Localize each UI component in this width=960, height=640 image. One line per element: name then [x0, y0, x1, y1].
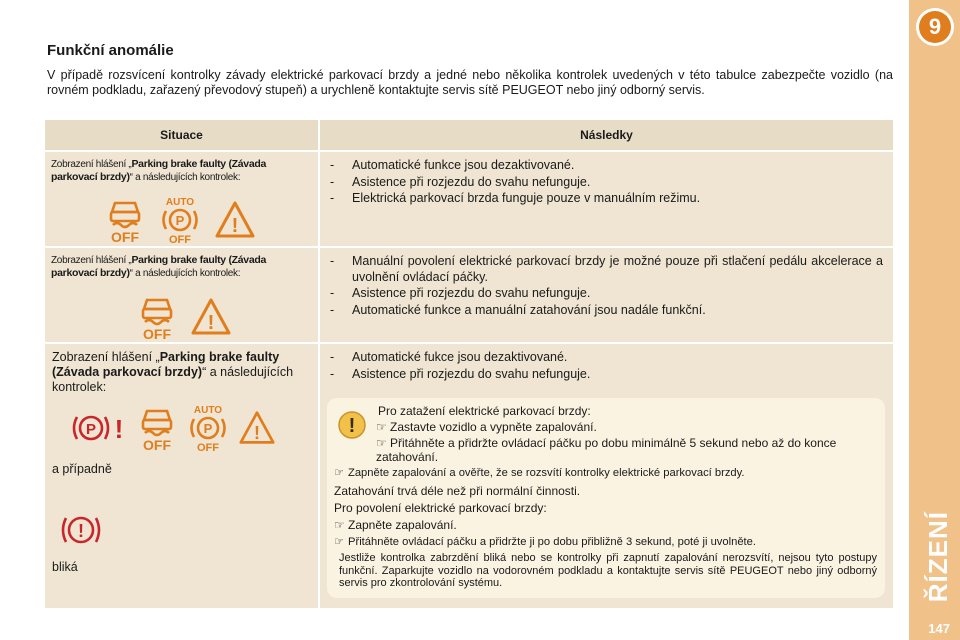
column-header-consequences: Následky — [320, 120, 893, 150]
and-possibly-label: a případně — [52, 462, 112, 476]
list-item: - Asistence při rozjezdu do svahu nefunguje. — [330, 367, 883, 383]
svg-text:AUTO: AUTO — [165, 197, 195, 208]
esp-off-icon — [137, 294, 177, 340]
brake-applied-icon — [61, 510, 101, 550]
svg-text:P: P — [175, 213, 185, 228]
svg-text:!: ! — [78, 521, 84, 541]
parking-brake-fault-icon — [69, 408, 125, 448]
column-header-situation: Situace — [45, 120, 318, 150]
intro-paragraph: V případě rozsvícení kontrolky závady elektrické parkovací brzdy a jedné nebo několika kontrolek uvedených v této tabulce zabezpečte vozidlo (na rovném podkladu, zařazený převodový stupeň) a urychleně kontaktujte servis sítě PEUGEOT nebo jiný odborný servis. — [47, 68, 893, 97]
pointer-icon: ☞ — [376, 420, 387, 434]
svg-text:OFF: OFF — [143, 437, 171, 451]
page-number: 147 — [928, 621, 950, 636]
chapter-badge — [916, 8, 954, 46]
release-step-2: ☞ Přitáhněte ovládací páčku a přidržte ji po dobu přibližně 3 sekund, poté ji uvolněte. — [334, 536, 756, 548]
svg-text:OFF: OFF — [111, 229, 139, 243]
list-item: - Asistence při rozjezdu do svahu nefunguje. — [330, 175, 883, 191]
warning-triangle-icon — [191, 297, 231, 337]
chapter-number: 9 — [919, 11, 951, 43]
situation-cell-1 — [45, 152, 318, 246]
pointer-icon: ☞ — [334, 467, 345, 479]
svg-text:P: P — [203, 421, 213, 436]
list-item: - Automatické fukce jsou dezaktivované. — [330, 350, 883, 366]
esp-off-icon — [105, 197, 145, 243]
apply-step-2: ☞ Přitáhněte a přidržte ovládací páčku po dobu minimálně 5 sekund nebo až do konce zatahování. — [376, 436, 837, 464]
svg-text:OFF: OFF — [169, 234, 191, 244]
blinks-label: bliká — [52, 560, 78, 574]
apply-step-1: ☞ Zastavte vozidlo a vypněte zapalování. — [376, 420, 597, 434]
list-item: - Automatické funkce a manuální zatahování jsou nadále funkční. — [330, 303, 883, 319]
caution-icon — [337, 410, 367, 440]
pointer-icon: ☞ — [376, 436, 387, 450]
warning-lights-row-2 — [137, 294, 245, 340]
consequence-cell-1 — [320, 152, 893, 246]
svg-text:!: ! — [348, 415, 356, 437]
final-note: Jestliže kontrolka zabrzdění bliká nebo se kontrolky při zapnutí zapalování nerozsvítí, nejsou tyto postupy funkční. Zaparkujte vozidlo na vodorovném podkladu a kontaktujte servis sítě PEUGEOT nebo jiný odborný servis pro zkontrolování systému. — [339, 552, 877, 589]
apply-step-3: ☞ Zapněte zapalování a ověřte, že se rozsvítí kontrolky elektrické parkovací brzdy. — [334, 467, 745, 479]
situation-cell-2 — [45, 248, 318, 342]
section-title: ŘÍZENÍ — [923, 510, 953, 602]
situation-text-3: Zobrazení hlášení „Parking brake faulty (Závada parkovací brzdy)“ a následujících kontrolek: — [52, 350, 294, 394]
consequence-list-1 — [320, 152, 893, 207]
svg-text:!: ! — [254, 422, 260, 443]
page-title: Funkční anomálie — [47, 42, 174, 59]
warning-lights-row-1 — [105, 196, 269, 244]
release-title: Pro povolení elektrické parkovací brzdy: — [334, 501, 547, 515]
warning-triangle-icon — [239, 409, 275, 447]
svg-text:!: ! — [114, 414, 124, 444]
list-item: - Elektrická parkovací brzda funguje pouze v manuálním režimu. — [330, 191, 883, 207]
list-item: - Asistence při rozjezdu do svahu nefunguje. — [330, 286, 883, 302]
auto-parking-off-icon — [159, 196, 201, 244]
list-item: - Automatické funkce jsou dezaktivované. — [330, 158, 883, 174]
warning-triangle-icon — [215, 200, 255, 240]
situation-cell-3 — [45, 344, 318, 608]
duration-note: Zatahování trvá déle než při normální činnosti. — [334, 484, 581, 498]
consequence-cell-2 — [320, 248, 893, 342]
pointer-icon: ☞ — [334, 536, 345, 548]
list-item: - Manuální povolení elektrické parkovací brzdy je možné pouze při stlačení pedálu akcelerace a uvolnění ovládací páčky. — [330, 254, 883, 285]
svg-text:OFF: OFF — [143, 326, 171, 340]
pointer-icon: ☞ — [334, 518, 345, 532]
apply-title: Pro zatažení elektrické parkovací brzdy: — [378, 404, 591, 418]
warning-lights-row-3 — [69, 404, 289, 452]
consequence-list-2 — [320, 248, 893, 318]
svg-text:AUTO: AUTO — [193, 405, 223, 416]
svg-text:P: P — [85, 421, 97, 438]
situation-text-1: Zobrazení hlášení „Parking brake faulty (Závada parkovací brzdy)“ a následujících kontrolek: — [51, 158, 267, 183]
consequence-list-3 — [320, 344, 893, 382]
svg-text:!: ! — [207, 312, 215, 334]
consequence-cell-3 — [320, 344, 893, 608]
chapter-sidebar — [909, 0, 960, 640]
release-step-1: ☞ Zapněte zapalování. — [334, 518, 457, 532]
esp-off-icon — [137, 405, 177, 451]
svg-text:!: ! — [231, 215, 239, 237]
auto-parking-off-icon — [187, 404, 229, 452]
procedure-box — [327, 398, 885, 598]
svg-text:OFF: OFF — [197, 442, 219, 452]
anomaly-table — [45, 120, 893, 608]
situation-text-2: Zobrazení hlášení „Parking brake faulty (Závada parkovací brzdy)“ a následujících kontrolek: — [51, 254, 267, 279]
